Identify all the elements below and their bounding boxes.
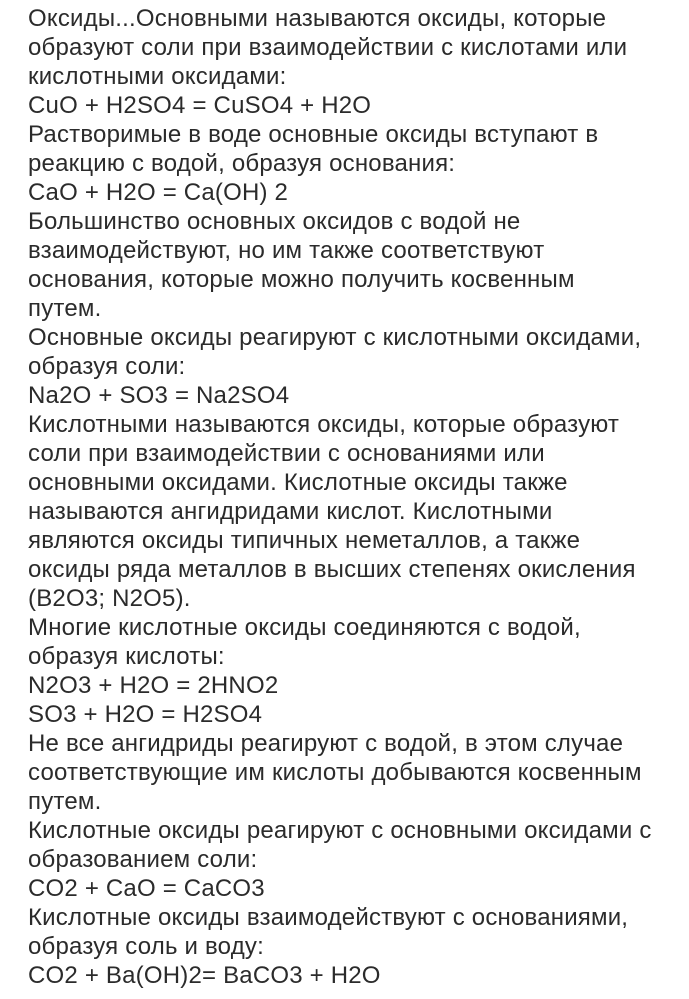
- text-line: реакцию с водой, образуя основания:: [28, 150, 456, 177]
- text-line: Не все ангидриды реагируют с водой, в этом случае: [28, 730, 624, 757]
- text-line: являются оксиды типичных неметаллов, а также: [28, 527, 581, 554]
- equation-line: SO3 + H2O = H2SO4: [28, 701, 263, 728]
- text-line: Основные оксиды реагируют с кислотными оксидами,: [28, 324, 642, 351]
- text-line: оксиды ряда металлов в высших степенях окисления: [28, 556, 636, 583]
- text-line: Растворимые в воде основные оксиды вступают в: [28, 121, 599, 148]
- text-line: взаимодействуют, но им также соответствуют: [28, 237, 545, 264]
- equation-line: CO2 + Ba(OH)2= BaCO3 + H2O: [28, 962, 381, 989]
- text-line: путем.: [28, 295, 102, 322]
- text-line: образуют соли при взаимодействии с кислотами или: [28, 34, 628, 61]
- text-line: основания, которые можно получить косвенным: [28, 266, 575, 293]
- text-line: образуя соль и воду:: [28, 933, 264, 960]
- equation-line: CuO + H2SO4 = CuSO4 + H2O: [28, 92, 372, 119]
- text-line: Кислотными называются оксиды, которые образуют: [28, 411, 620, 438]
- text-line: Кислотные оксиды взаимодействуют с основаниями,: [28, 904, 629, 931]
- equation-line: Na2O + SO3 = Na2SO4: [28, 382, 290, 409]
- text-line: Большинство основных оксидов с водой не: [28, 208, 521, 235]
- text-line: Кислотные оксиды реагируют с основными оксидами с: [28, 817, 652, 844]
- equation-line: CaO + H2O = Ca(OH) 2: [28, 179, 289, 206]
- text-line: (B2O3; N2O5).: [28, 585, 191, 612]
- text-line: путем.: [28, 788, 102, 815]
- text-line: Оксиды...Основными называются оксиды, которые: [28, 5, 607, 32]
- text-line: Многие кислотные оксиды соединяются с водой,: [28, 614, 581, 641]
- text-line: соли при взаимодействии с основаниями или: [28, 440, 545, 467]
- equation-line: CO2 + CaO = CaCO3: [28, 875, 265, 902]
- text-line: кислотными оксидами:: [28, 63, 287, 90]
- text-line: соответствующие им кислоты добываются косвенным: [28, 759, 642, 786]
- text-line: образуя соли:: [28, 353, 186, 380]
- text-line: образованием соли:: [28, 846, 258, 873]
- equation-line: N2O3 + H2O = 2HNO2: [28, 672, 279, 699]
- text-line: образуя кислоты:: [28, 643, 225, 670]
- text-line: называются ангидридами кислот. Кислотными: [28, 498, 553, 525]
- text-line: основными оксидами. Кислотные оксиды также: [28, 469, 568, 496]
